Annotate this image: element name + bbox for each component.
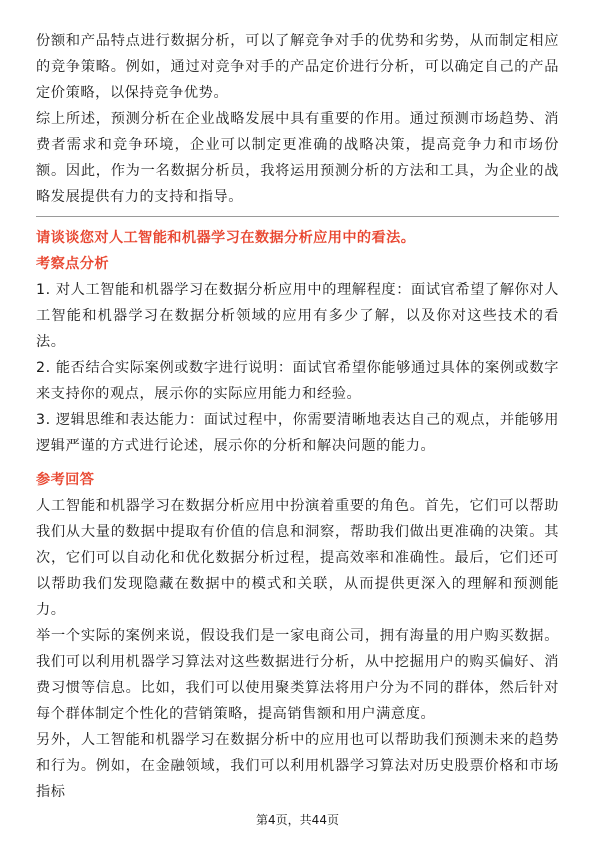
intro-paragraph-2: 综上所述，预测分析在企业战略发展中具有重要的作用。通过预测市场趋势、消费者需求和竞争环境，企业可以制定更准确的战略决策，提高竞争力和市场份额。因此，作为一名数据分析员，我将运用预测分析的方法和工具，为企业的战略发展提供有力的支持和指导。 — [36, 111, 559, 205]
answer-paragraph-1: 人工智能和机器学习在数据分析应用中扮演着重要的角色。首先，它们可以帮助我们从大量的数据中提取有价值的信息和洞察，帮助我们做出更准确的决策。其次，它们可以自动化和优化数据分析过程，提高效率和准确性。最后，它们还可以帮助我们发现隐藏在数据中的模式和关联，从而提供更深入的理解和预测能力。 — [36, 498, 559, 618]
intro-paragraph-1: 份额和产品特点进行数据分析，可以了解竞争对手的优势和劣势，从而制定相应的竞争策略。例如，通过对竞争对手的产品定价进行分析，可以确定自己的产品定价策略，以保持竞争优势。 — [36, 33, 559, 101]
page-number: 第4页，共44页 — [256, 813, 339, 827]
answer-paragraph-3: 另外，人工智能和机器学习在数据分析中的应用也可以帮助我们预测未来的趋势和行为。例如，在金融领域，我们可以利用机器学习算法对历史股票价格和市场指标 — [36, 732, 559, 800]
analysis-heading: 考察点分析 — [36, 256, 109, 272]
analysis-item-1: 1. 对人工智能和机器学习在数据分析应用中的理解程度：面试官希望了解你对人工智能和机器学习在数据分析领域的应用有多少了解，以及你对这些技术的看法。 — [36, 282, 559, 350]
analysis-item-3: 3. 逻辑思维和表达能力：面试过程中，你需要清晰地表达自己的观点，并能够用逻辑严谨的方式进行论述，展示你的分析和解决问题的能力。 — [36, 412, 559, 454]
section-divider — [36, 216, 559, 217]
document-body — [36, 28, 559, 805]
analysis-item-2: 2. 能否结合实际案例或数字进行说明：面试官希望你能够通过具体的案例或数字来支持你的观点，展示你的实际应用能力和经验。 — [36, 360, 559, 402]
answer-paragraph-2: 举一个实际的案例来说，假设我们是一家电商公司，拥有海量的用户购买数据。我们可以利用机器学习算法对这些数据进行分析，从中挖掘用户的购买偏好、消费习惯等信息。比如，我们可以使用聚类算法将用户分为不同的群体，然后针对每个群体制定个性化的营销策略，提高销售额和用户满意度。 — [36, 628, 559, 722]
interview-question: 请谈谈您对人工智能和机器学习在数据分析应用中的看法。 — [36, 230, 416, 246]
answer-heading: 参考回答 — [36, 472, 95, 488]
spacer — [36, 459, 559, 467]
